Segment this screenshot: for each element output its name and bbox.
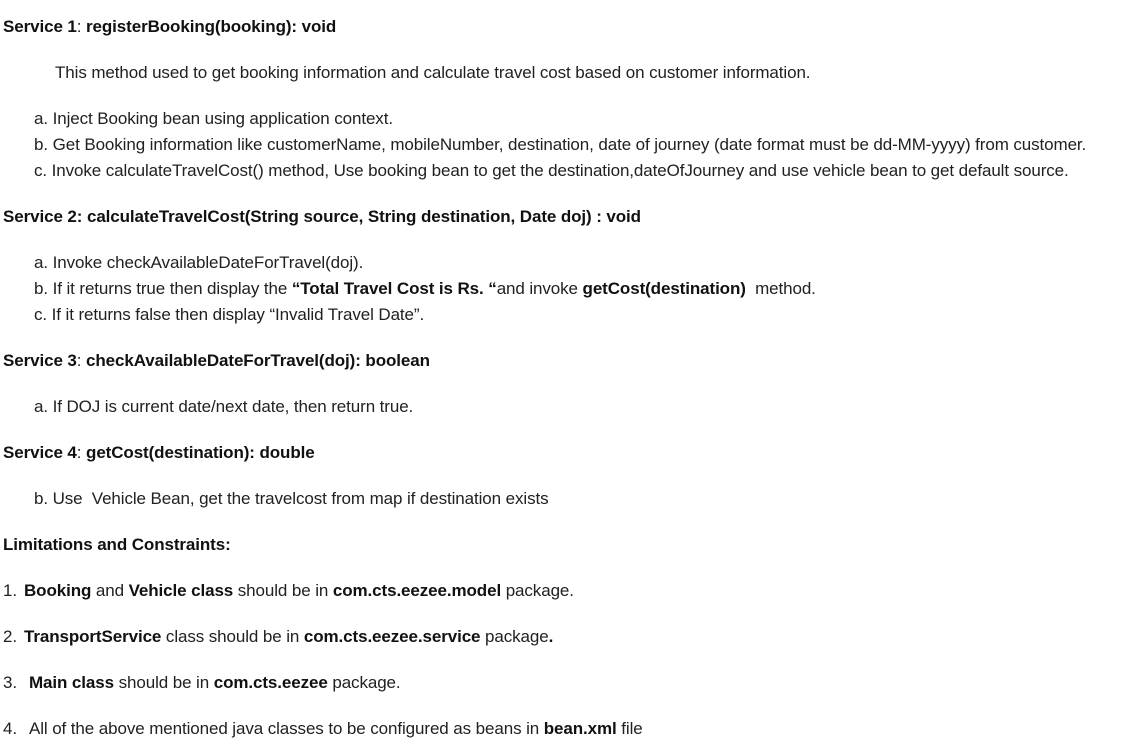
service2-heading	[3, 205, 641, 229]
service3-sep: :	[76, 351, 87, 370]
limitation-3-text1: should be in	[113, 673, 214, 692]
limitation-1-text3: package.	[501, 581, 574, 600]
limitation-3-text2: package.	[327, 673, 401, 692]
limitation-1-vehicle: Vehicle class	[128, 581, 234, 600]
service1-item-c: c. Invoke calculateTravelCost() method, Use booking bean to get the destination,dateOfJourney and use vehicle bean to get default source.	[34, 161, 1069, 180]
limitation-4-text2: file	[616, 719, 643, 738]
limitation-2-class: TransportService	[23, 627, 162, 646]
service2-item-b-message: “Total Travel Cost is Rs. “	[291, 279, 497, 298]
service2-heading-text: Service 2: calculateTravelCost(String source, String destination, Date doj) : void	[3, 207, 641, 226]
service4-item-b: b. Use Vehicle Bean, get the travelcost from map if destination exists	[34, 489, 549, 508]
limitation-4-file: bean.xml	[543, 719, 617, 738]
service4-heading	[3, 441, 315, 465]
limitation-item-1	[3, 579, 574, 603]
limitations-heading	[3, 533, 231, 557]
limitation-2-text2: package	[480, 627, 549, 646]
service2-item-b-middle: and invoke	[496, 279, 583, 298]
service2-item-b	[34, 277, 816, 301]
limitation-3-class: Main class	[28, 673, 114, 692]
service4-label: Service 4	[3, 443, 77, 462]
limitation-2-period: .	[548, 627, 554, 646]
service4-sep: :	[76, 443, 87, 462]
service1-item-a: a. Inject Booking bean using application context.	[34, 109, 393, 128]
limitation-2-package: com.cts.eezee.service	[303, 627, 481, 646]
limitation-1-text1: and	[91, 581, 129, 600]
service3-heading	[3, 349, 430, 373]
limitation-2-text1: class should be in	[161, 627, 304, 646]
service2-item-c: c. If it returns false then display “Invalid Travel Date”.	[34, 305, 425, 324]
service1-item-b: b. Get Booking information like customerName, mobileNumber, destination, date of journey (date format must be dd-MM-yyyy) from customer.	[34, 135, 1087, 154]
service1-description: This method used to get booking information and calculate travel cost based on customer information.	[55, 63, 811, 82]
service3-signature: checkAvailableDateForTravel(doj): boolean	[86, 351, 430, 370]
limitation-4-text1: All of the above mentioned java classes to be configured as beans in	[28, 719, 544, 738]
service2-item-b-suffix: method.	[745, 279, 816, 298]
limitation-3-number: 3.	[3, 673, 17, 692]
limitations-heading-text: Limitations and Constraints:	[3, 535, 231, 554]
limitation-1-booking: Booking	[23, 581, 92, 600]
service1-heading	[3, 15, 336, 39]
limitation-item-3	[3, 671, 401, 695]
service4-signature: getCost(destination): double	[86, 443, 315, 462]
limitation-3-package: com.cts.eezee	[213, 673, 328, 692]
limitation-item-4	[3, 717, 643, 741]
limitation-4-number: 4.	[3, 719, 17, 738]
service2-item-b-method: getCost(destination)	[582, 279, 746, 298]
limitation-2-number: 2.	[3, 627, 17, 646]
service3-item-a: a. If DOJ is current date/next date, then return true.	[34, 397, 414, 416]
service2-item-b-prefix: b. If it returns true then display the	[34, 279, 292, 298]
limitation-item-2	[3, 625, 553, 649]
service1-sep: :	[76, 17, 87, 36]
limitation-1-number: 1.	[3, 581, 17, 600]
limitation-1-text2: should be in	[233, 581, 333, 600]
service3-label: Service 3	[3, 351, 77, 370]
service1-label: Service 1	[3, 17, 77, 36]
limitation-1-package: com.cts.eezee.model	[332, 581, 502, 600]
service1-signature: registerBooking(booking): void	[86, 17, 337, 36]
service2-item-a: a. Invoke checkAvailableDateForTravel(doj).	[34, 253, 364, 272]
